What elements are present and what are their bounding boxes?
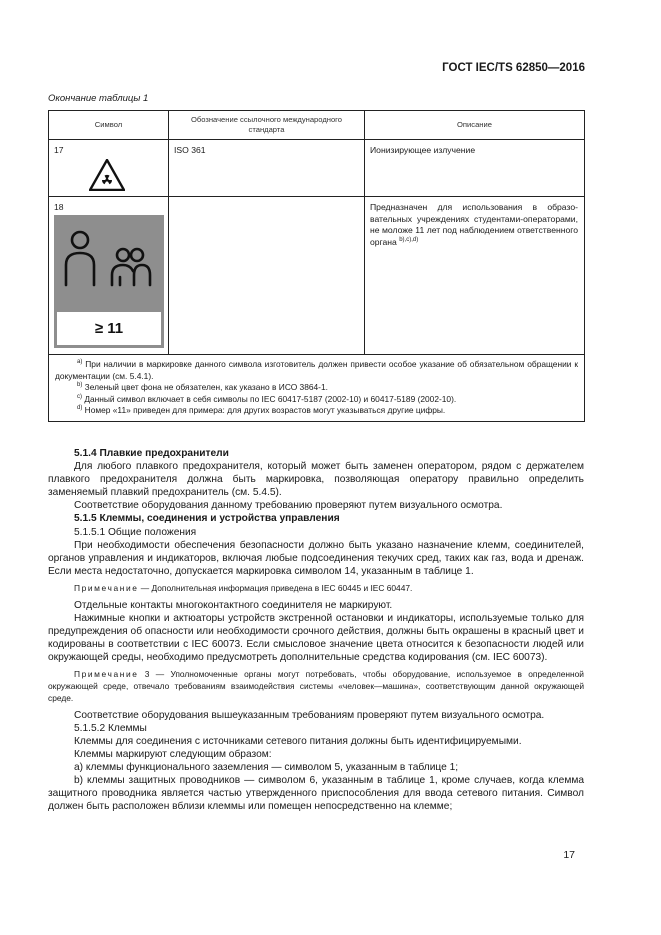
paragraph: Для любого плавкого предохранителя, который может быть заменен оператором, рядом с держателем плавкого предохранителя должна быть маркировка, позволяющая оператору правильно определить заменяемый плавкий предохранитель (см. 5.4.5). <box>48 461 584 499</box>
list-item-a: а) клеммы функционального заземления — символом 5, указанным в таблице 1; <box>74 761 459 773</box>
col-header-reference: Обозначение ссылочного международного стандарта <box>169 111 365 140</box>
table-note <box>55 405 578 417</box>
table-notes <box>49 355 584 421</box>
note-body: — Дополнительная информация приведена в IEC 60445 и IEC 60447. <box>138 582 413 593</box>
reference-text: ISO 361 <box>174 145 206 155</box>
symbol-cell <box>49 197 169 355</box>
body-text <box>48 447 584 813</box>
table-row <box>49 140 585 197</box>
symbol-cell <box>49 140 169 197</box>
row-number: 17 <box>54 145 64 155</box>
paragraph: Клеммы для соединения с источниками сетевого питания должны быть идентифицируемыми. <box>74 735 522 747</box>
paragraph: Соответствие оборудования вышеуказанным требованиям проверяют путем визуального осмотра. <box>74 709 545 721</box>
reference-cell <box>169 140 365 197</box>
page-number: 17 <box>563 849 575 861</box>
list-item-b: b) клеммы защитных проводников — символом 6, указанным в таблице 1, кроме случаев, когда клемма защитного проводника является частью утвержденного приспособления для ввода сетевого питания. Символ должен быть расположен вблизи клеммы или помещен непосредственно на клемме; <box>48 775 584 813</box>
description-text: Ионизирующее излучение <box>370 145 476 155</box>
note-text: Данный символ включает в себя символы по IEC 60417-5187 (2002-10) и 60417-5189 (2002-10). <box>84 393 457 404</box>
note-text: При наличии в маркировке данного символа изготовитель должен привести особое указание об обязательном обращении к документации (см. 5.4.1). <box>55 359 579 381</box>
footnote-refs: b),c),d) <box>399 236 419 243</box>
section-5-1-4-title: 5.1.4 Плавкие предохранители <box>74 448 229 459</box>
description-cell <box>365 197 585 355</box>
table-notes-row <box>49 355 585 422</box>
table-row <box>49 197 585 355</box>
notes-cell <box>49 355 585 422</box>
note-text: Номер «11» приведен для примера: для других возрастов могут указываться другие цифры. <box>84 405 446 416</box>
description-cell <box>365 140 585 197</box>
note-label: Примечание <box>74 582 139 593</box>
note-mark: b) <box>77 382 83 389</box>
note-text: Зеленый цвет фона не обязателен, как указано в ИСО 3864-1. <box>84 382 328 393</box>
section-5-1-5-1-title: 5.1.5.1 Общие положения <box>74 526 197 538</box>
description-main: Предназначен для использования в образовательных учреждениях студентами-операторами, не моложе 11 лет под наблюдением ответственного органа <box>370 202 578 247</box>
paragraph: Отдельные контакты многоконтактного соединителя не маркируют. <box>74 599 393 611</box>
note-mark: c) <box>77 393 82 400</box>
note-3 <box>48 669 584 704</box>
adult-with-children-symbol <box>54 215 164 348</box>
table-note <box>55 359 578 382</box>
row-number: 18 <box>54 202 64 212</box>
description-text <box>365 197 584 248</box>
table-caption: Окончание таблицы 1 <box>48 93 149 104</box>
note-mark: d) <box>77 405 83 412</box>
paragraph: Нажимные кнопки и актюаторы устройств экстренной остановки и индикаторы, используемые только для предупреждения об опасности или необходимости срочного действия, должны быть окрашены в красный цвет и кодированы в соответствии с IEC 60073. Если смысловое значение цвета относится к безопасности людей или окружающей среды, необходимо предусмотреть дополнительные средства кодирования (см. IEC 60073). <box>48 612 584 664</box>
age-label: ≥ 11 <box>54 312 164 348</box>
table-note <box>55 394 578 406</box>
paragraph: Соответствие оборудования данному требованию проверяют путем визуального осмотра. <box>74 500 503 512</box>
section-5-1-5-title: 5.1.5 Клеммы, соединения и устройства управления <box>74 513 340 525</box>
col-header-description: Описание <box>365 111 585 140</box>
note-1 <box>48 583 584 595</box>
note-mark: a) <box>77 359 83 366</box>
symbols-table <box>48 110 585 422</box>
table-note <box>55 382 578 394</box>
section-5-1-5-2-title: 5.1.5.2 Клеммы <box>74 722 147 734</box>
adult-with-children-icon <box>54 215 164 312</box>
radiation-warning-icon <box>89 159 125 191</box>
note-body: 3 — Уполномоченные органы могут потребовать, чтобы оборудование, используемое в определенной окружающей среде, отвечало требованиям взаимодействия системы «человек—машина», соответствующим данной окружающей среде. <box>48 669 584 703</box>
document-header: ГОСТ IEC/TS 62850—2016 <box>442 62 585 74</box>
paragraph: При необходимости обеспечения безопасности должно быть указано назначение клемм, соединителей, органов управления и индикаторов, включая любые подсоединения текучих сред, таких как газ, вода и дренаж. Если места недостаточно, допускается маркировка символом 14, указанным в таблице 1. <box>48 539 584 577</box>
reference-cell <box>169 197 365 355</box>
reference-text <box>169 197 364 202</box>
paragraph: Клеммы маркируют следующим образом: <box>74 748 272 760</box>
note-label: Примечание <box>74 669 139 680</box>
table-header-row <box>49 111 585 140</box>
col-header-symbol: Символ <box>49 111 169 140</box>
